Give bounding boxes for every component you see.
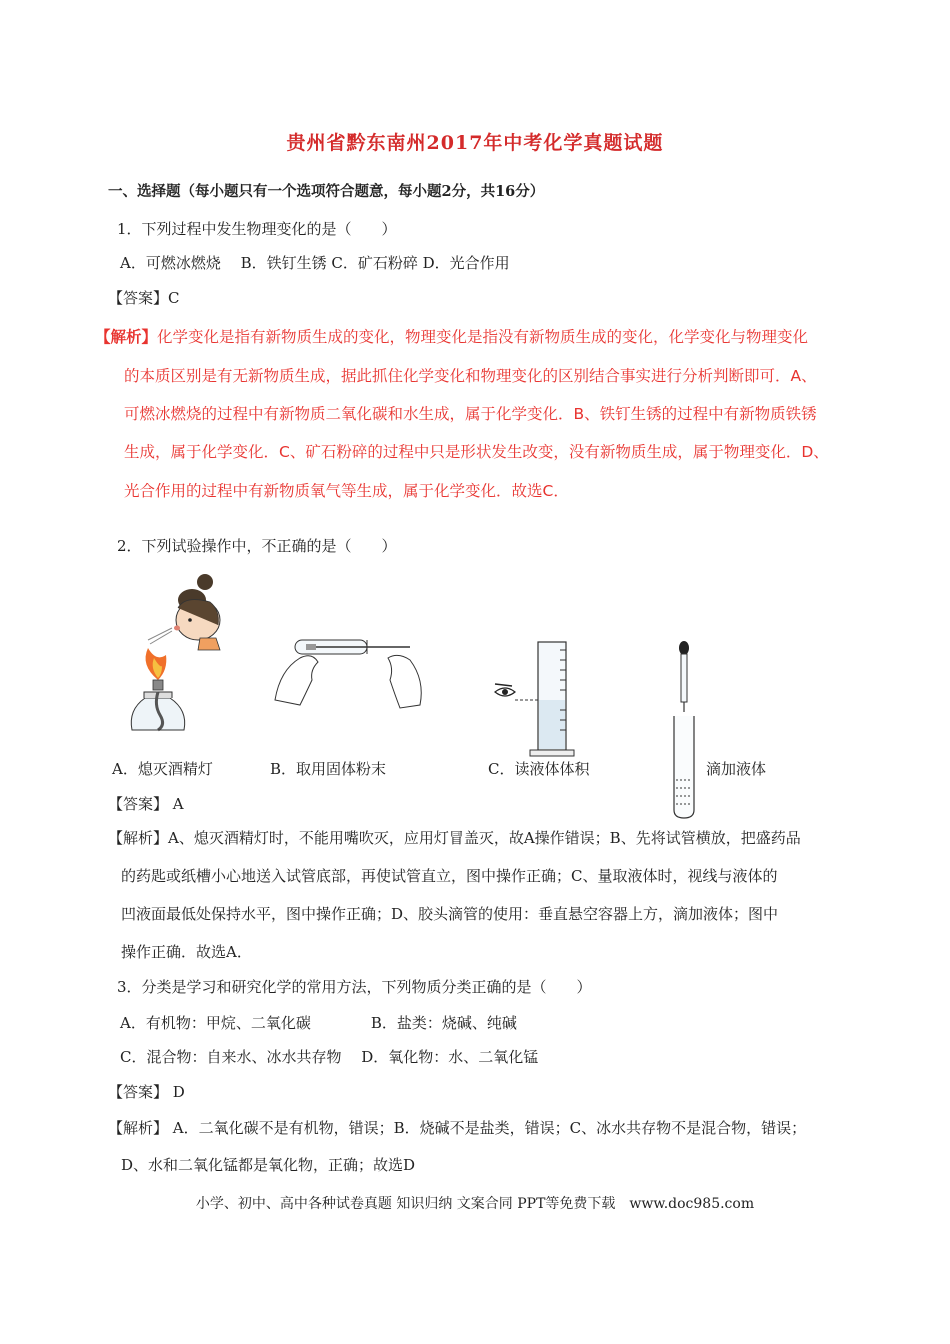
q1-stem: 1．下列过程中发生物理变化的是（ ）	[117, 220, 397, 238]
page-title: 贵州省黔东南州2017年中考化学真题试题	[286, 132, 664, 154]
q2-caption-b: B．取用固体粉末	[270, 760, 387, 778]
q3-stem: 3．分类是学习和研究化学的常用方法，下列物质分类正确的是（ ）	[117, 978, 592, 996]
dropper-bulb-icon	[679, 641, 689, 655]
dropper-figure	[668, 640, 708, 820]
q2-caption-d: 滴加液体	[706, 760, 767, 778]
q1-answer: 【答案】C	[108, 289, 180, 307]
section-heading: 一、选择题（每小题只有一个选项符合题意，每小题2分，共16分）	[108, 183, 545, 200]
q2-stem: 2．下列试验操作中，不正确的是（ ）	[117, 537, 397, 555]
q3-analysis-line-1: 【解析】 A．二氧化碳不是有机物，错误；B．烧碱不是盐类，错误；C、冰水共存物不是混合物，错误；	[108, 1119, 807, 1137]
q3-analysis-line-2: D、水和二氧化锰都是氧化物，正确；故选D	[121, 1156, 416, 1174]
q1-analysis-tag: 【解析】	[95, 328, 158, 346]
footer-text: 小学、初中、高中各种试卷真题 知识归纳 文案合同 PPT等免费下载 www.doc985.com	[195, 1196, 755, 1212]
q2-analysis-line-3: 凹液面最低处保持水平，图中操作正确；D、胶头滴管的使用：垂直悬空容器上方，滴加液体；图中	[121, 905, 779, 923]
q1-analysis-line-4: 生成，属于化学变化．C、矿石粉碎的过程中只是形状发生改变，没有新物质生成，属于物理变化．D、	[124, 443, 829, 461]
q1-analysis-line-2: 的本质区别是有无新物质生成，据此抓住化学变化和物理变化的区别结合事实进行分析判断即可．A、	[124, 367, 817, 385]
q1-analysis-text: 化学变化是指有新物质生成的变化，物理变化是指没有新物质生成的变化，化学变化与物理变化	[157, 328, 809, 346]
q2-caption-a: A．熄灭酒精灯	[112, 760, 213, 778]
q1-options: A．可燃冰燃烧 B．铁钉生锈 C．矿石粉碎 D．光合作用	[120, 254, 510, 272]
q1-analysis-line-3: 可燃冰燃烧的过程中有新物质二氧化碳和水生成，属于化学变化．B、铁钉生锈的过程中有新物质铁锈	[124, 405, 817, 423]
test-tube-powder-figure	[270, 610, 430, 720]
q1-analysis-line-1	[95, 325, 808, 347]
q2-analysis-line-1: 【解析】A、熄灭酒精灯时，不能用嘴吹灭，应用灯冒盖灭，故A操作错误；B、先将试管横放，把盛药品	[108, 829, 801, 847]
q3-options-row2: C．混合物：自来水、冰水共存物 D．氧化物：水、二氧化锰	[120, 1048, 539, 1066]
q3-options-row1: A．有机物：甲烷、二氧化碳 B．盐类：烧碱、纯碱	[120, 1014, 517, 1032]
q2-analysis-line-4: 操作正确．故选A．	[121, 943, 252, 961]
q2-caption-c: C．读液体体积	[488, 760, 590, 778]
q3-answer: 【答案】 D	[108, 1083, 185, 1101]
q2-answer: 【答案】 A	[108, 795, 184, 813]
alcohol-lamp-figure	[120, 570, 240, 740]
q1-analysis-line-5: 光合作用的过程中有新物质氧气等生成，属于化学变化．故选C．	[124, 482, 569, 500]
graduated-cylinder-figure	[490, 640, 580, 760]
q2-analysis-line-2: 的药匙或纸槽小心地送入试管底部，再使试管直立，图中操作正确；C、量取液体时，视线与液体的	[121, 867, 778, 885]
